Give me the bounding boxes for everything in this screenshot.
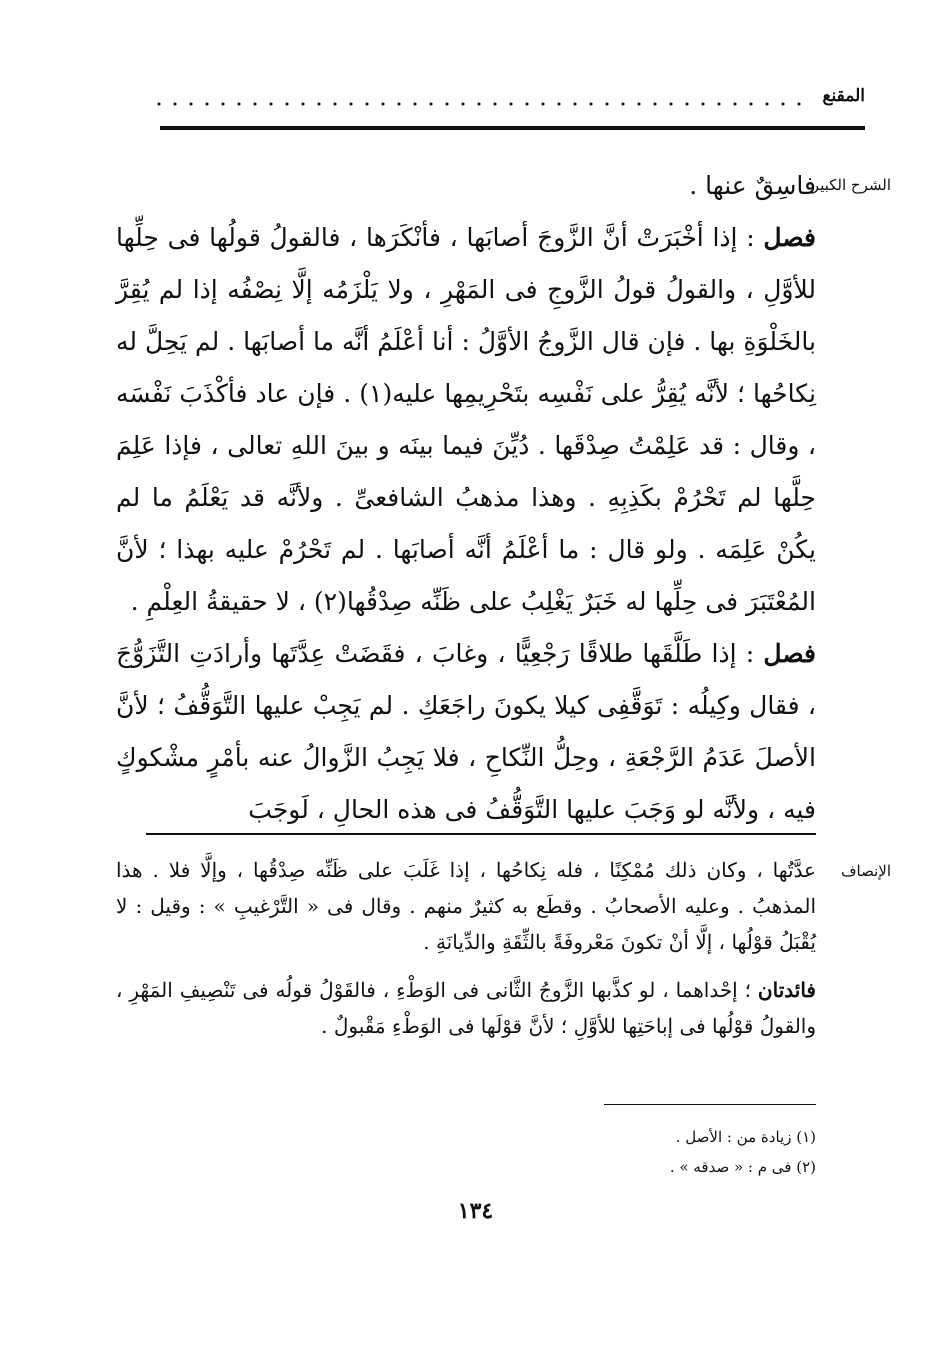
section-divider [146,833,816,835]
insaf-text [116,852,816,1044]
section-text: : إذا طَلَّقَها طلاقًا رَجْعِيًّا ، وغابَ ، فقَضَتْ عِدَّتَها وأرادَتِ التَّزَوُّجَ ، فقال وكِيلُه : تَوَقَّفِى كيلا يكونَ راجَعَكِ . لم يَجِبْ عليها التَّوَقُّفُ ؛ لأنَّ الأصلَ عَدَمُ الرَّجْعَةِ ، وحِلُّ النِّكاحِ ، فلا يَجِبُ الزَّوالُ عنه بأمْرٍ مشْكوكٍ فيه ، ولأنَّه لو وَجَبَ عليها التَّوَقُّفُ فى هذه الحالِ ، لَوجَبَ [116,639,816,824]
header-book-title: المقنع [822,86,865,106]
insaf-paragraph [116,852,816,960]
header-rule [160,126,865,130]
footnote: (٢) فى م : « صدقه » . [669,1158,816,1176]
section-paragraph [116,212,816,628]
section-lead: فصل [763,223,816,252]
insaf-paragraph-text: عدَّتُها ، وكان ذلك مُمْكِنًا ، فله نِكاحُها ، إذا غَلَبَ على ظَنِّه صِدْقُها ، وإلَّا فلا . هذا المذهبُ . وعليه الأصحابُ . وقطَع به كثيرٌ منهم . وقال فى « التَّرْغيبِ » : وقيل : لا يُقْبَلُ قوْلُها ، إلَّا أنْ تكونَ مَعْروفَةً بالثِّقَةِ والدِّيانَةِ . [116,858,816,954]
page-number: ١٣٤ [457,1198,494,1224]
insaf-lead: فائدتان [757,978,816,1002]
insaf-paragraph [116,972,816,1044]
insaf-paragraph-text: ؛ إحْداهما ، لو كذَّبها الزَّوجُ الثَّانى فى الوَطْءِ ، فالقَوْلُ قولُه فى تَنْصِيفِ المَهْرِ ، والقولُ قوْلُها فى إباحَتِها للأوَّلِ ؛ لأنَّ قوْلَها فى الوَطْءِ مَقْبولٌ . [116,978,816,1038]
section-lead: فصل [763,639,816,668]
side-label-sharh: الشرح الكبير [811,176,891,194]
side-label-insaf: الإنصاف [840,862,891,880]
footnote-rule [604,1104,816,1105]
main-text [116,160,816,836]
footnotes [116,1122,816,1182]
header-dotted-line [151,102,801,106]
section-paragraph [116,628,816,836]
footnote: (١) زيادة من : الأصل . [675,1128,816,1146]
opening-line: فاسِقٌ عنها . [689,171,816,200]
section-text: : إذا أخْبَرَتْ أنَّ الزَّوجَ أصابَها ، فأنْكَرَها ، فالقولُ قولُها فى حِلِّها للأوَّلِ ، والقولُ قولُ الزَّوجِ فى المَهْرِ ، ولا يَلْزَمُه إلَّا نِصْفُه إذا لم يُقِرَّ بالخَلْوَةِ بها . فإن قال الزَّوجُ الأوَّلُ : أنا أعْلَمُ أنَّه ما أصابَها . لم يَحِلَّ له نِكاحُها ؛ لأنَّه يُقِرُّ على نَفْسِه بتَحْرِيمِها عليه(١) . فإن عاد فأكْذَبَ نَفْسَه ، وقال : قد عَلِمْتُ صِدْقَها . دُيِّنَ فيما بينَه و بينَ اللهِ تعالى ، فإذا عَلِمَ حِلَّها لم تَحْرُمْ بكَذِبِهِ . وهذا مذهبُ الشافعىِّ . ولأنَّه قد يَعْلَمُ ما لم يكُنْ عَلِمَه . ولو قال : ما أعْلَمُ أنَّه أصابَها . لم تَحْرُمْ عليه بهذا ؛ لأنَّ المُعْتَبَرَ فى حِلِّها له خَبَرٌ يَغْلِبُ على ظَنِّه صِدْقُها(٢) ، لا حقيقةُ العِلْمِ . [116,223,816,616]
